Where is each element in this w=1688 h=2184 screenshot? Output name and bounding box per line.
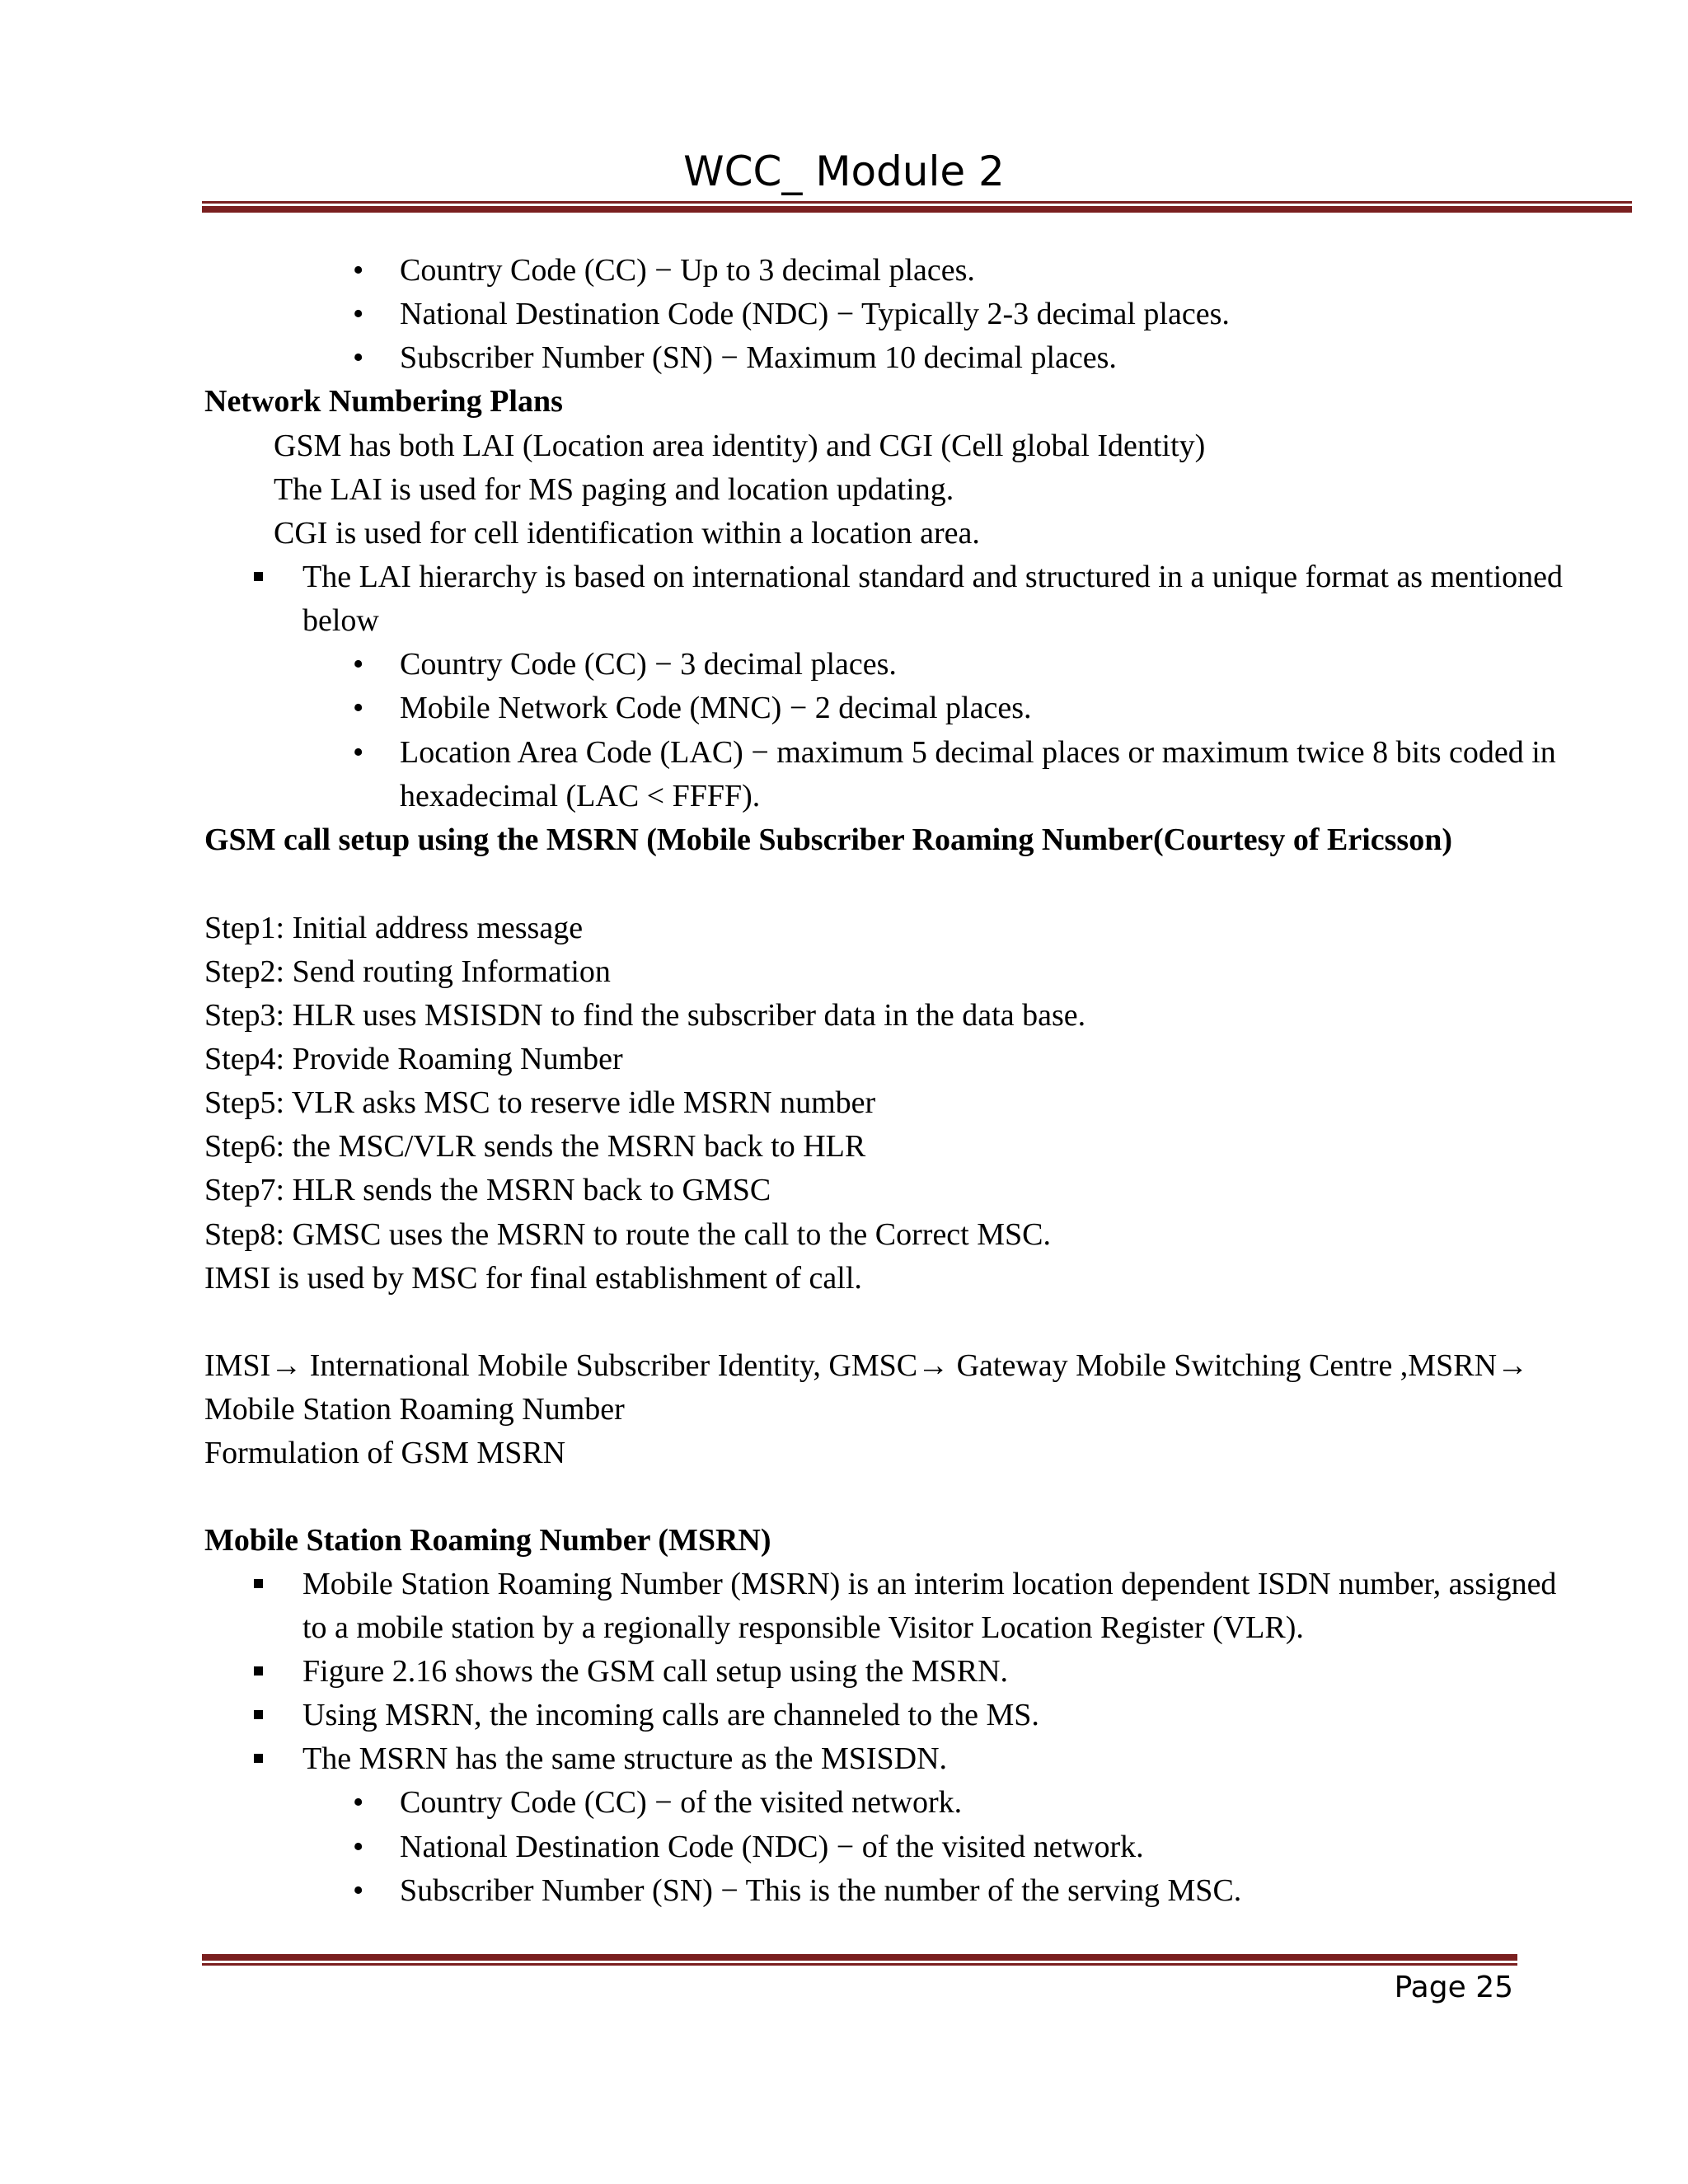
bullet-lac-cont: hexadecimal (LAC < FFFF). xyxy=(400,779,761,813)
bullet-lac: Location Area Code (LAC) − maximum 5 decimal places or maximum twice 8 bits coded in xyxy=(400,735,1556,770)
step-2: Step2: Send routing Information xyxy=(204,954,611,989)
bullet-dot: • xyxy=(353,340,364,375)
bullet-dot: • xyxy=(353,1785,364,1820)
square-bullet xyxy=(254,1579,263,1588)
abbreviations-line-2: Mobile Station Roaming Number xyxy=(204,1392,625,1427)
square-bullet xyxy=(254,572,263,581)
bullet-serving-msc: Subscriber Number (SN) − This is the number of the serving MSC. xyxy=(400,1873,1242,1908)
list-item-lai-hierarchy: The LAI hierarchy is based on international standard and structured in a unique format as mentioned xyxy=(302,560,1563,594)
formulation-label: Formulation of GSM MSRN xyxy=(204,1436,566,1470)
list-item-msrn-definition: Mobile Station Roaming Number (MSRN) is an interim location dependent ISDN number, assigned xyxy=(302,1567,1557,1601)
step-8: Step8: GMSC uses the MSRN to route the call to the Correct MSC. xyxy=(204,1217,1052,1252)
square-bullet xyxy=(254,1710,263,1719)
page-header-title: WCC_ Module 2 xyxy=(683,148,1005,195)
bullet-ndc: National Destination Code (NDC) − Typically 2-3 decimal places. xyxy=(400,297,1230,331)
bullet-mnc: Mobile Network Code (MNC) − 2 decimal places. xyxy=(400,691,1032,725)
list-item-figure-ref: Figure 2.16 shows the GSM call setup using the MSRN. xyxy=(302,1654,1009,1689)
header-rule-thin xyxy=(202,201,1632,204)
list-item-incoming-calls: Using MSRN, the incoming calls are channeled to the MS. xyxy=(302,1698,1039,1732)
page-number: Page 25 xyxy=(1394,1971,1513,2004)
heading-network-numbering-plans: Network Numbering Plans xyxy=(204,384,563,419)
bullet-visited-cc: Country Code (CC) − of the visited network. xyxy=(400,1785,963,1820)
list-item-msrn-structure: The MSRN has the same structure as the MSISDN. xyxy=(302,1741,948,1776)
imsi-note: IMSI is used by MSC for final establishment of call. xyxy=(204,1261,862,1296)
paragraph-cgi-usage: CGI is used for cell identification within a location area. xyxy=(274,516,980,551)
bullet-visited-ndc: National Destination Code (NDC) − of the visited network. xyxy=(400,1830,1144,1864)
bullet-lai-cc: Country Code (CC) − 3 decimal places. xyxy=(400,647,897,682)
square-bullet xyxy=(254,1666,263,1675)
paragraph-gsm-lai-cgi: GSM has both LAI (Location area identity) and CGI (Cell global Identity) xyxy=(274,429,1206,463)
paragraph-lai-usage: The LAI is used for MS paging and location updating. xyxy=(274,472,954,507)
square-bullet xyxy=(254,1754,263,1763)
step-3: Step3: HLR uses MSISDN to find the subscriber data in the data base. xyxy=(204,998,1086,1033)
list-item-msrn-definition-cont: to a mobile station by a regionally responsible Visitor Location Register (VLR). xyxy=(302,1610,1304,1645)
list-item-lai-hierarchy-cont: below xyxy=(302,603,379,638)
footer-rule-thick xyxy=(202,1954,1517,1961)
abbreviations-line-1: IMSI→ International Mobile Subscriber Identity, GMSC→ Gateway Mobile Switching Centre ,MSRN→ xyxy=(204,1348,1529,1383)
bullet-sn: Subscriber Number (SN) − Maximum 10 decimal places. xyxy=(400,340,1117,375)
header-rule-thick xyxy=(202,206,1632,213)
bullet-dot: • xyxy=(353,297,364,331)
heading-msrn: Mobile Station Roaming Number (MSRN) xyxy=(204,1523,771,1558)
bullet-dot: • xyxy=(353,735,364,770)
bullet-dot: • xyxy=(353,647,364,682)
bullet-dot: • xyxy=(353,1830,364,1864)
footer-rule-thin xyxy=(202,1963,1517,1966)
step-5: Step5: VLR asks MSC to reserve idle MSRN number xyxy=(204,1085,876,1120)
bullet-dot: • xyxy=(353,1873,364,1908)
step-6: Step6: the MSC/VLR sends the MSRN back to HLR xyxy=(204,1129,866,1164)
bullet-dot: • xyxy=(353,253,364,288)
bullet-dot: • xyxy=(353,691,364,725)
step-7: Step7: HLR sends the MSRN back to GMSC xyxy=(204,1173,771,1207)
step-4: Step4: Provide Roaming Number xyxy=(204,1042,623,1076)
step-1: Step1: Initial address message xyxy=(204,911,584,945)
bullet-cc: Country Code (CC) − Up to 3 decimal places. xyxy=(400,253,975,288)
heading-gsm-call-setup: GSM call setup using the MSRN (Mobile Subscriber Roaming Number(Courtesy of Ericsson) xyxy=(204,823,1453,857)
